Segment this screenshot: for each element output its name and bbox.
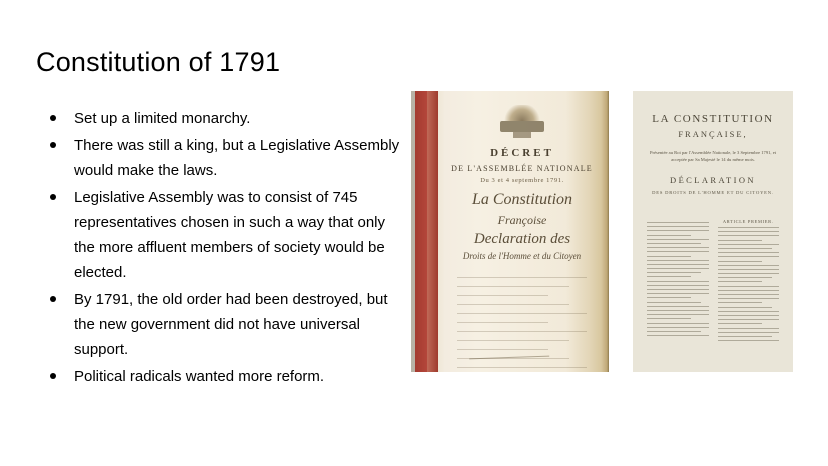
manuscript-script-line: Françoise bbox=[497, 213, 547, 227]
bullet-list bbox=[40, 106, 400, 391]
manuscript-script-line: La Constitution bbox=[471, 191, 573, 208]
manuscript-subheading: DE L'ASSEMBLÉE NATIONALE bbox=[451, 164, 593, 173]
list-item-text: There was still a king, but a Legislative Assembly would make the laws. bbox=[74, 137, 400, 179]
printed-constitution-image bbox=[633, 91, 793, 372]
manuscript-script-line: Droits de l'Homme et du Citoyen bbox=[462, 251, 582, 261]
printed-section-subtitle: DES DROITS DE L'HOMME ET DU CITOYEN. bbox=[652, 190, 774, 195]
national-crest-icon bbox=[499, 105, 545, 139]
manuscript-signature bbox=[469, 344, 549, 360]
decree-manuscript-image bbox=[411, 91, 609, 372]
printed-column-heading: ARTICLE PREMIER. bbox=[722, 219, 774, 224]
manuscript-heading: DÉCRET bbox=[490, 147, 554, 159]
bullet-dot-icon bbox=[50, 142, 56, 148]
printed-page bbox=[647, 103, 779, 362]
list-item bbox=[40, 133, 400, 183]
printed-subtitle: FRANÇAISE, bbox=[678, 129, 748, 139]
bullet-dot-icon bbox=[50, 296, 56, 302]
list-item bbox=[40, 364, 400, 389]
list-item-text: Set up a limited monarchy. bbox=[74, 110, 251, 127]
printed-column-left bbox=[647, 219, 709, 362]
printed-columns bbox=[647, 219, 779, 362]
manuscript-body-lines bbox=[457, 277, 587, 338]
page-title: Constitution of 1791 bbox=[36, 47, 281, 77]
manuscript-script-line: Declaration des bbox=[473, 231, 571, 247]
crest-rays bbox=[502, 105, 542, 121]
manuscript-date: Du 3 et 4 septembre 1791. bbox=[480, 177, 564, 184]
printed-note: Présentée au Roi par l'Assemblée Nationale, le 3 Septembre 1791, et acceptée par Sa Majesté le 14 du même mois. bbox=[649, 150, 777, 162]
printed-section-title: DÉCLARATION bbox=[670, 175, 756, 185]
list-item-text: Legislative Assembly was to consist of 745 representatives chosen in such a way that only the more affluent members of society would be elected. bbox=[74, 189, 386, 281]
printed-title: LA CONSTITUTION bbox=[652, 113, 774, 125]
printed-column-right bbox=[718, 219, 780, 362]
crest-band bbox=[500, 121, 544, 132]
list-item bbox=[40, 185, 400, 285]
list-item bbox=[40, 106, 400, 131]
crest-foot bbox=[513, 132, 531, 138]
list-item-text: Political radicals wanted more reform. bbox=[74, 368, 325, 385]
list-item-text: By 1791, the old order had been destroyed, but the new government did not have universal support. bbox=[74, 291, 388, 358]
bullet-dot-icon bbox=[50, 194, 56, 200]
bullet-dot-icon bbox=[50, 373, 56, 379]
image-group bbox=[411, 91, 793, 372]
bullet-dot-icon bbox=[50, 115, 56, 121]
manuscript-page bbox=[445, 91, 599, 372]
list-item bbox=[40, 287, 400, 362]
